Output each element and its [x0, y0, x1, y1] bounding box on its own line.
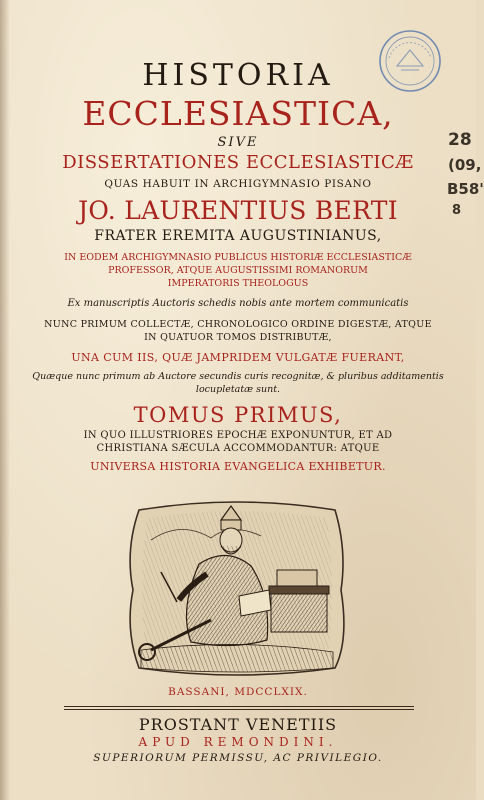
engraving-vignette [121, 500, 353, 680]
together-line: UNA CUM IIS, QUÆ JAMPRIDEM VULGATÆ FUERANT, [71, 351, 405, 364]
subtitle-archigymnasio: QUAS HABUIT IN ARCHIGYMNASIO PISANO [104, 178, 372, 190]
title-line-sive: SIVE [217, 135, 259, 150]
imprint-printer: APUD REMONDINI. [138, 735, 338, 749]
source-note: Ex manuscriptis Auctoris schedis nobis ante mortem communicatis [67, 298, 409, 309]
volume-description: CHRISTIANA SÆCULA ACCOMMODANTUR: ATQUE [96, 443, 380, 454]
imprint-rule [64, 709, 414, 710]
title-line-historia: HISTORIA [142, 58, 334, 93]
collected-line: NUNC PRIMUM COLLECTÆ, CHRONOLOGICO ORDINE DIGESTÆ, ATQUE [44, 319, 432, 330]
subtitle-dissertationes: DISSERTATIONES ECCLESIASTICÆ [62, 152, 414, 173]
volume-description-red: UNIVERSA HISTORIA EVANGELICA EXHIBETUR. [90, 460, 386, 473]
shelfmark-note: (09, [448, 156, 482, 174]
title-line-ecclesiastica: ECCLESIASTICA, [82, 94, 394, 133]
imprint-place-date: BASSANI, MDCCLXIX. [168, 686, 308, 698]
author-office-line: PROFESSOR, ATQUE AUGUSTISSIMI ROMANORUM [108, 265, 368, 276]
collected-line: IN QUATUOR TOMOS DISTRIBUTÆ, [144, 332, 332, 343]
author-name: JO. LAURENTIUS BERTI [78, 196, 398, 225]
author-office-line: IN EODEM ARCHIGYMNASIO PUBLICUS HISTORIÆ ECCLESIASTICÆ [64, 252, 412, 263]
author-order: FRATER EREMITA AUGUSTINIANUS, [94, 228, 382, 244]
shelfmark-note: 8 [452, 203, 462, 218]
imprint-privilege: SUPERIORUM PERMISSU, AC PRIVILEGIO. [93, 752, 383, 764]
revised-line: Quæque nunc primum ab Auctore secundis curis recognitæ, & pluribus additamentis [32, 371, 444, 382]
shelfmark-note: 28 [448, 130, 472, 150]
author-office-line: IMPERATORIS THEOLOGUS [167, 278, 309, 289]
shelfmark-note: B58' [447, 180, 484, 198]
imprint-sold: PROSTANT VENETIIS [138, 715, 338, 734]
imprint-rule [64, 706, 414, 707]
revised-line: locupletatæ sunt. [195, 384, 281, 395]
volume-heading: TOMUS PRIMUS, [133, 403, 343, 427]
volume-description: IN QUO ILLUSTRIORES EPOCHÆ EXPONUNTUR, ET AD [83, 430, 393, 441]
